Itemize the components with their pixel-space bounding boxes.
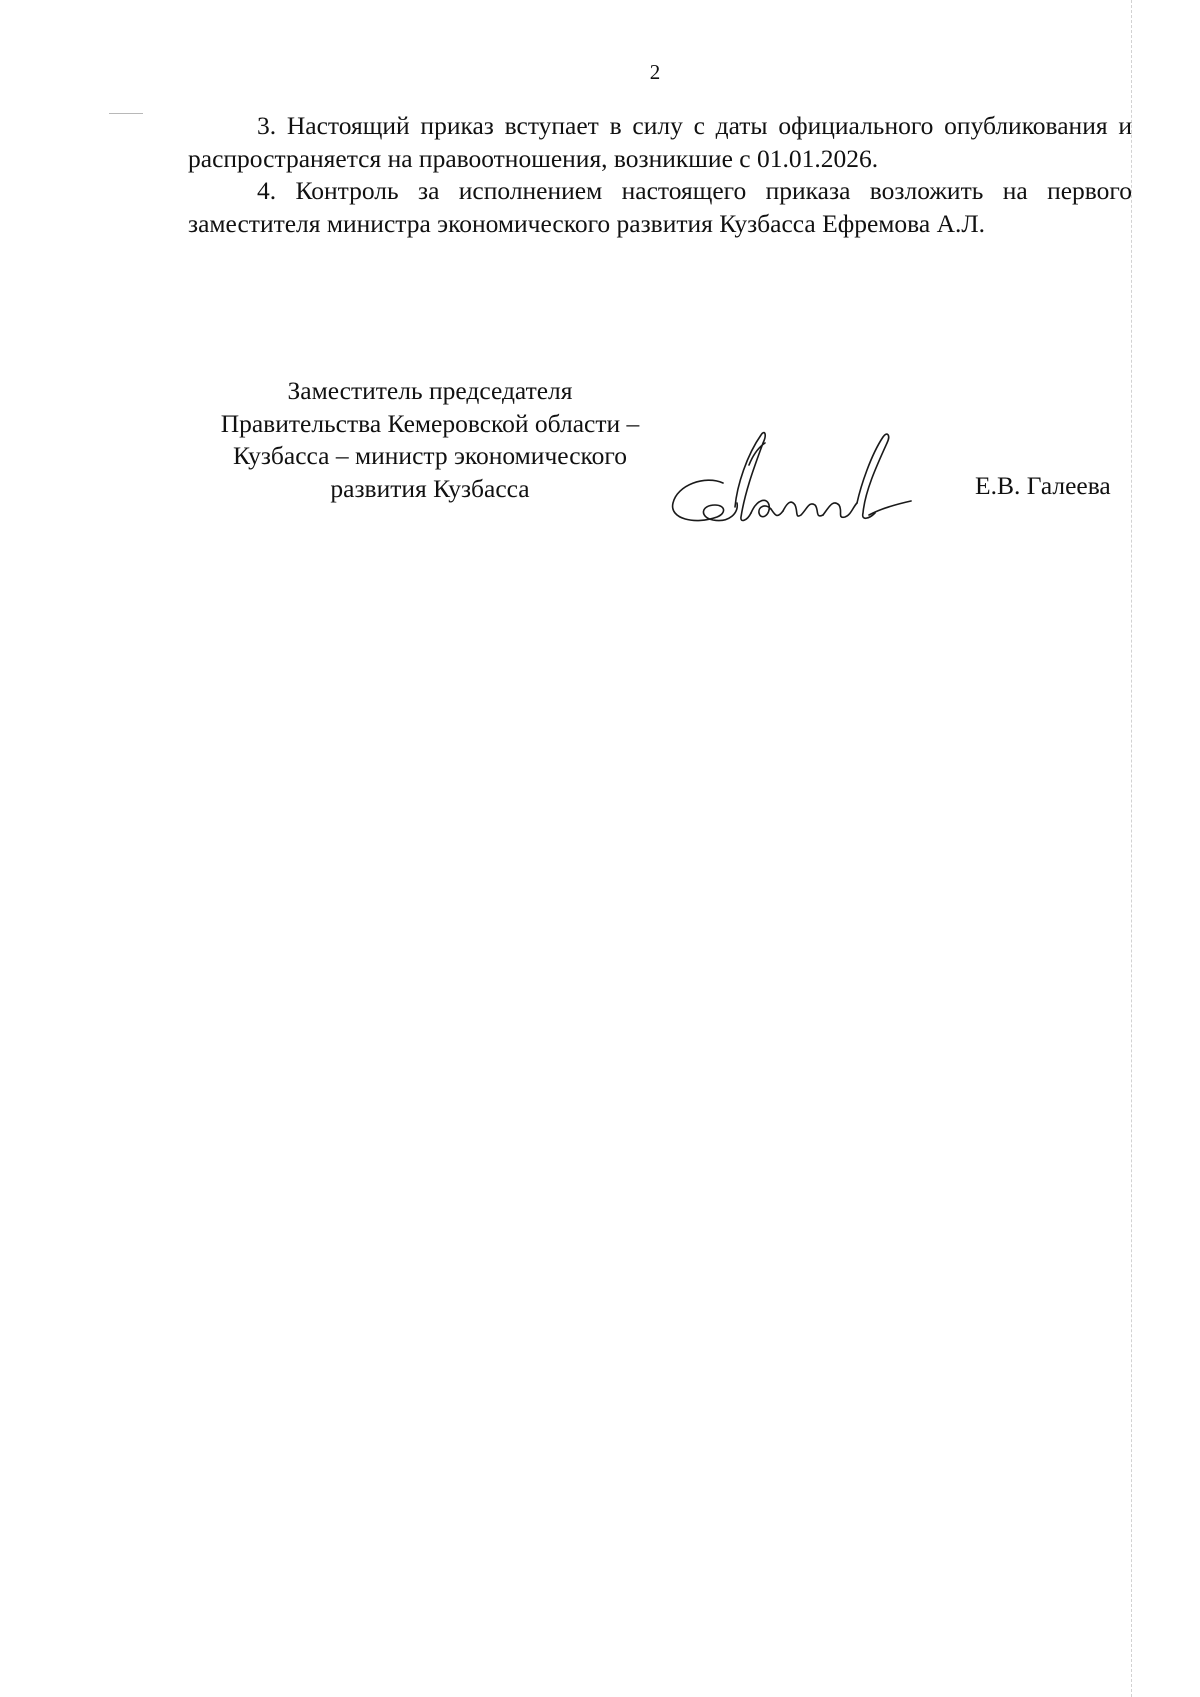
signatory-position-line: Заместитель председателя bbox=[287, 376, 573, 405]
signer-name: Е.В. Галеева bbox=[975, 471, 1111, 500]
document-body bbox=[188, 110, 1132, 240]
scan-margin-mark bbox=[109, 113, 143, 114]
signatory-position-line: Кузбасса – министр экономического bbox=[233, 441, 627, 470]
signatory-position-line: Правительства Кемеровской области – bbox=[220, 408, 640, 438]
scan-edge-line bbox=[1131, 0, 1132, 1697]
signatory-position bbox=[180, 375, 680, 505]
page-number: 2 bbox=[649, 60, 661, 84]
paragraph-3: 3. Настоящий приказ вступает в силу с даты официального опубликования и распространяется на правоотношения, возникшие с 01.01.2026. bbox=[188, 111, 1132, 173]
handwritten-signature bbox=[665, 425, 915, 530]
signatory-position-line: развития Кузбасса bbox=[330, 473, 530, 503]
paragraph-4: 4. Контроль за исполнением настоящего приказа возложить на первого заместителя министра экономического развития Кузбасса Ефремова А.Л. bbox=[188, 176, 1132, 238]
